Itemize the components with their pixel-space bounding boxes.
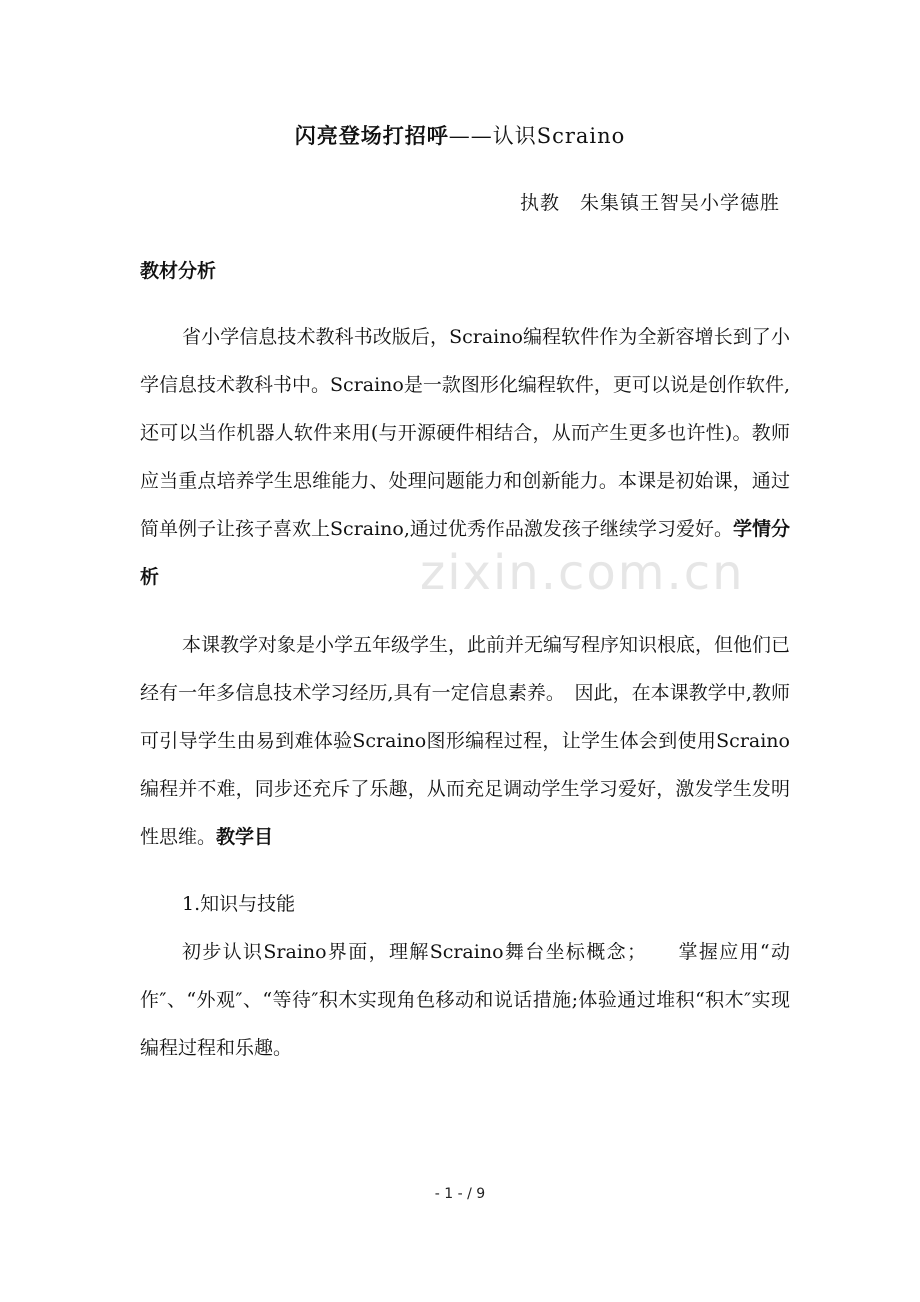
paragraph-material-analysis: [140, 313, 790, 601]
title-subtitle: ——认识Scraino: [448, 124, 626, 148]
paragraph-text: 本课教学对象是小学五年级学生，此前并无编写程序知识根底，但他们已经有一年多信息技术学习经历,具有一定信息素养。 因此，在本课教学中,教师可引导学生由易到难体验Scraino图形编程过程，让学生体会到使用Scraino编程并不难，同步还充斥了乐趣，从而充足调动学生学习爱好，激发学生发明性思维。: [140, 634, 791, 848]
watermark: zixin.com.cn: [420, 545, 745, 601]
paragraph-text: 省小学信息技术教科书改版后，Scraino编程软件作为全新容增长到了小学信息技术教科书中。Scraino是一款图形化编程软件，更可以说是创作软件,还可以当作机器人软件来用(与开源硬件相结合，从而产生更多也许性)。教师应当重点培养学生思维能力、处理问题能力和创新能力。本课是初始课，通过简单例子让孩子喜欢上Scraino,通过优秀作品激发孩子继续学习爱好。: [140, 326, 790, 540]
paragraph-student-analysis: [140, 621, 790, 861]
document-title: [0, 120, 920, 150]
section-heading-teaching-goals: 教学目: [216, 826, 274, 848]
section-heading-student-analysis: 学情分析: [140, 518, 790, 588]
page-number: - 1 - / 9: [434, 1186, 486, 1202]
title-main: 闪亮登场打招呼: [294, 124, 449, 148]
author-line: 执教 朱集镇王智吴小学德胜: [519, 192, 780, 214]
subsection-knowledge-skills: 1.知识与技能: [182, 893, 296, 915]
paragraph-knowledge-skills: 初步认识Sraino界面，理解Scraino舞台坐标概念； 掌握应用“动作″、“外观″、“等待″积木实现角色移动和说话措施;体验通过堆积“积木″实现编程过程和乐趣。: [140, 941, 790, 1059]
section-heading-material-analysis: 教材分析: [140, 260, 217, 282]
